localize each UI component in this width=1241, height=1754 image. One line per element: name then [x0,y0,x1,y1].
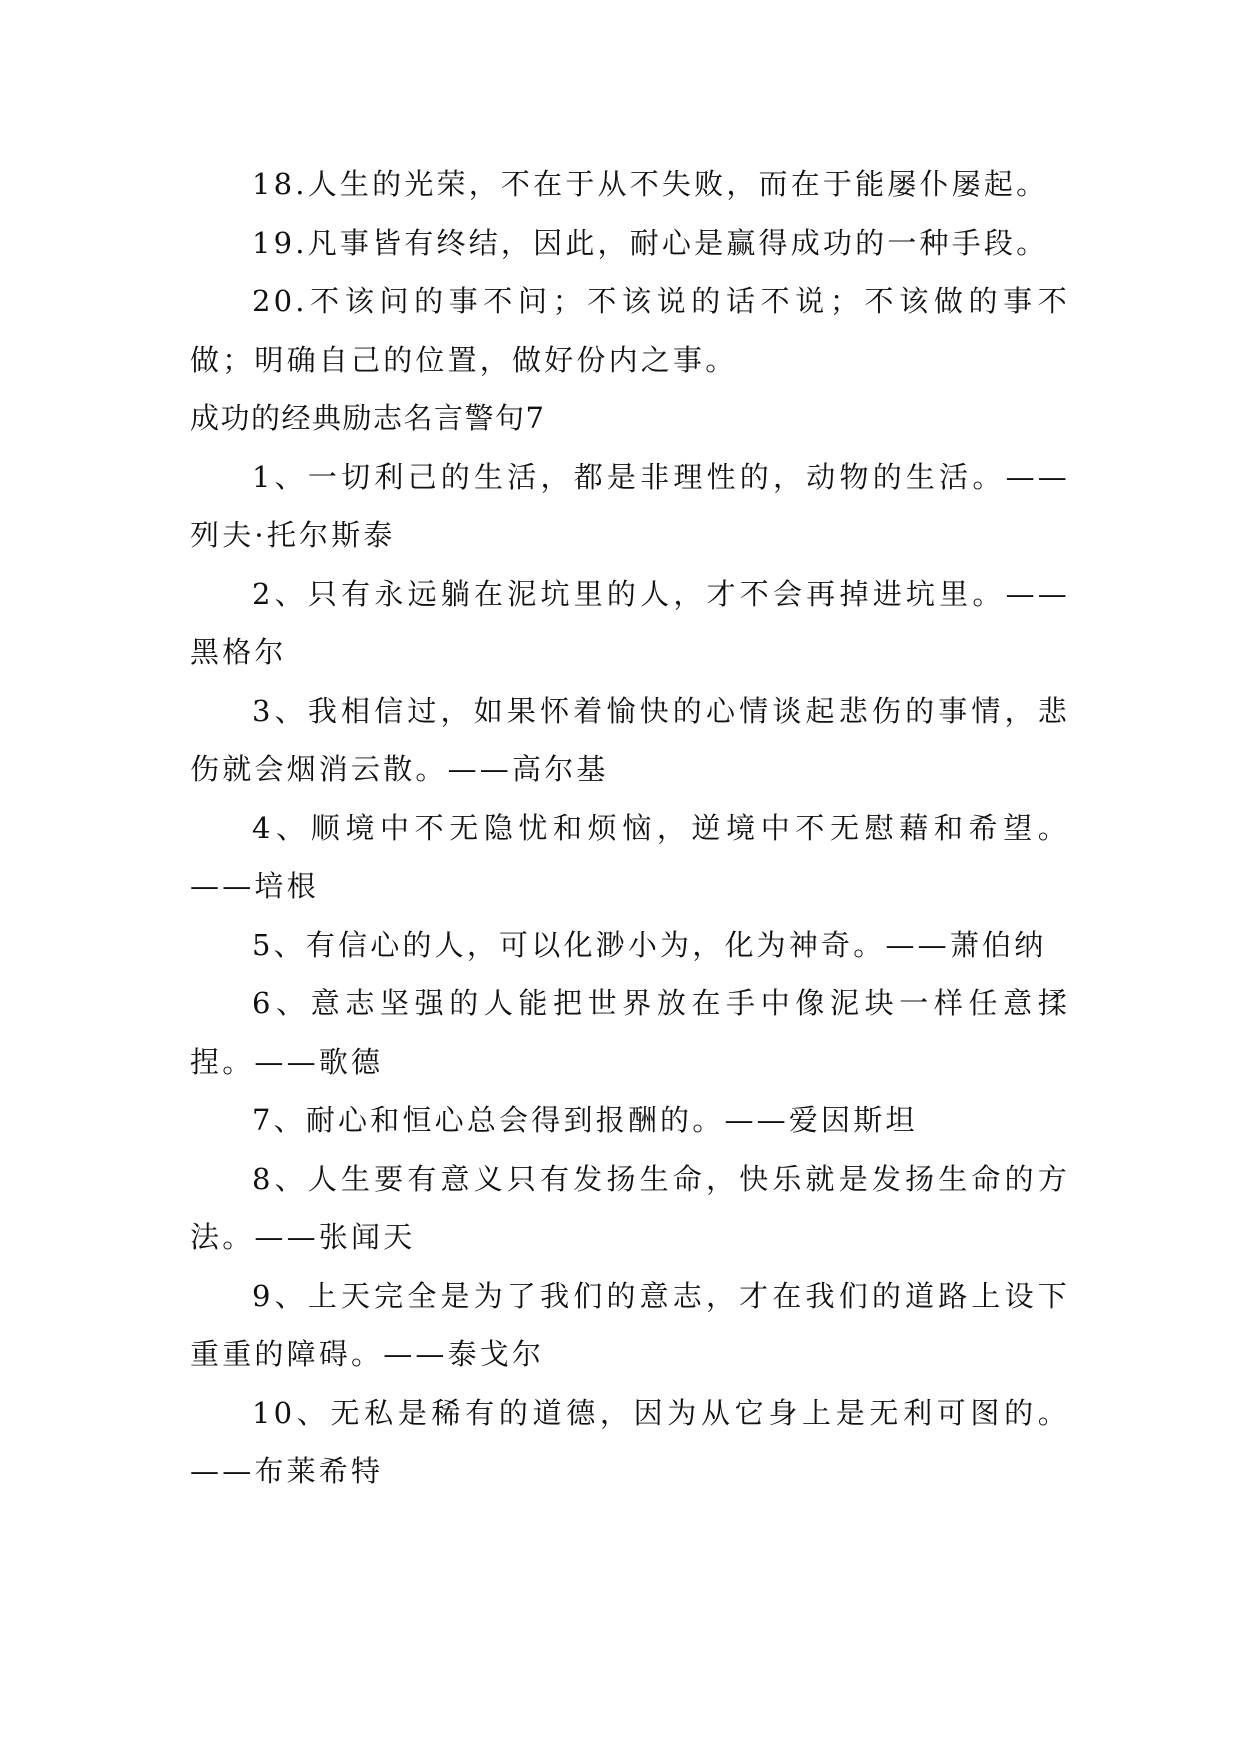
section-heading: 成功的经典励志名言警句7 [190,401,546,435]
quote-item-10: 10、无私是稀有的道德，因为从它身上是无利可图的。——布莱希特 [190,1395,1070,1488]
quote-item-8: 8、人生要有意义只有发扬生命，快乐就是发扬生命的方法。——张闻天 [190,1161,1070,1254]
quote-item-9: 9、上天完全是为了我们的意志，才在我们的道路上设下重重的障碍。——泰戈尔 [190,1278,1070,1371]
quote-item-4: 4、顺境中不无隐忧和烦恼，逆境中不无慰藉和希望。——培根 [190,810,1070,903]
paragraph-19: 19.凡事皆有终结，因此，耐心是赢得成功的一种手段。 [252,225,1049,260]
quote-item-6: 6、意志坚强的人能把世界放在手中像泥块一样任意揉捏。——歌德 [190,986,1070,1079]
quote-item-3: 3、我相信过，如果怀着愉快的心情谈起悲伤的事情，悲伤就会烟消云散。——高尔基 [190,693,1070,786]
paragraph-18: 18.人生的光荣，不在于从不失败，而在于能屡仆屡起。 [252,167,1049,201]
document-body [190,155,1070,1501]
quote-item-5: 5、有信心的人，可以化渺小为，化为神奇。——萧伯纳 [252,927,1047,962]
quote-item-1: 1、一切利己的生活，都是非理性的，动物的生活。——列夫·托尔斯泰 [190,459,1070,552]
paragraph-20: 20.不该问的事不问；不该说的话不说；不该做的事不做；明确自己的位置，做好份内之事。 [190,284,1070,377]
quote-item-2: 2、只有永远躺在泥坑里的人，才不会再掉进坑里。——黑格尔 [190,576,1070,669]
quote-item-7: 7、耐心和恒心总会得到报酬的。——爱因斯坦 [252,1103,918,1137]
